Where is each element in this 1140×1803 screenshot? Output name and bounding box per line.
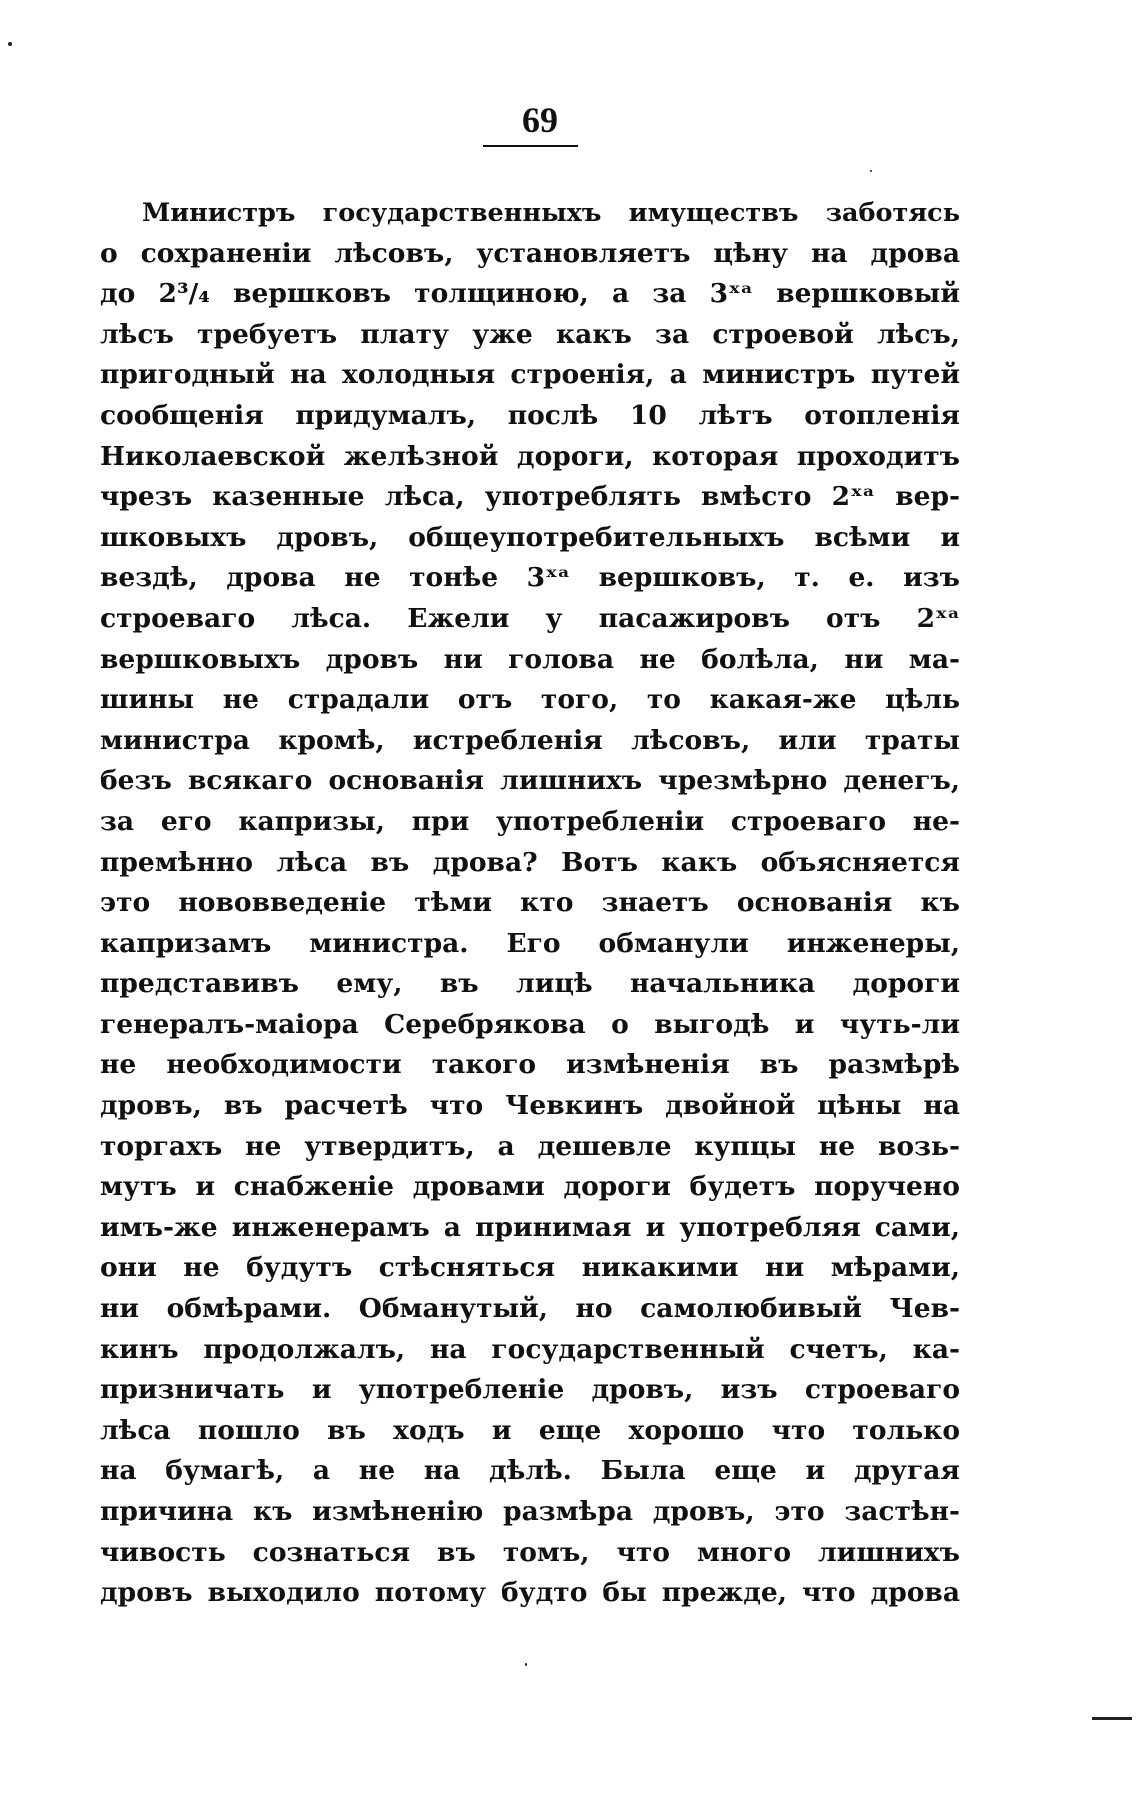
page-number-rule — [483, 145, 578, 147]
text-line: имъ-же инженерамъ а принимая и употребляя сами, — [100, 1211, 960, 1243]
body-text — [100, 193, 960, 1614]
margin-dash — [1092, 1717, 1132, 1720]
text-line: строеваго лѣса. Ежели у пасажировъ отъ 2ˣᵃ — [100, 602, 960, 634]
text-line: мутъ и снабженіе дровами дороги будетъ поручено — [100, 1171, 960, 1203]
text-line: шины не страдали отъ того, то какая-же цѣль — [100, 684, 960, 716]
margin-speck — [870, 170, 872, 172]
text-line: генералъ-маіора Серебрякова о выгодѣ и чуть-ли — [100, 1008, 960, 1040]
text-line: дровъ, въ расчетѣ что Чевкинъ двойной цѣны на — [100, 1090, 960, 1122]
text-line: чрезъ казенные лѣса, употреблять вмѣсто 2ˣᵃ вер- — [100, 481, 960, 513]
text-line: это нововведеніе тѣми кто знаетъ основанія къ — [100, 887, 960, 919]
text-line: безъ всякаго основанія лишнихъ чрезмѣрно денегъ, — [100, 765, 960, 797]
text-line: призничать и употребленіе дровъ, изъ строеваго — [100, 1374, 960, 1406]
text-line: пригодный на холодныя строенія, а министръ путей — [100, 359, 960, 391]
text-line: представивъ ему, въ лицѣ начальника дороги — [100, 968, 960, 1000]
text-line: до 2³/₄ вершковъ толщиною, а за 3ˣᵃ вершковый — [100, 278, 960, 310]
text-line: капризамъ министра. Его обманули инженеры, — [100, 927, 960, 959]
text-line: дровъ выходило потому будто бы прежде, что дрова — [100, 1577, 960, 1609]
text-line: они не будутъ стѣсняться никакими ни мѣрами, — [100, 1252, 960, 1284]
text-line: о сохраненіи лѣсовъ, установляетъ цѣну на дрова — [100, 237, 960, 269]
text-line: за его капризы, при употребленіи строеваго не- — [100, 805, 960, 837]
text-line: вершковыхъ дровъ ни голова не болѣла, ни ма- — [100, 643, 960, 675]
margin-speck — [525, 1663, 527, 1666]
text-line: премѣнно лѣса въ дрова? Вотъ какъ объясняется — [100, 846, 960, 878]
text-line: лѣса пошло въ ходъ и еще хорошо что только — [100, 1414, 960, 1446]
text-line: ни обмѣрами. Обманутый, но самолюбивый Чев- — [100, 1293, 960, 1325]
text-line: торгахъ не утвердитъ, а дешевле купцы не возь- — [100, 1130, 960, 1162]
text-line: министра кромѣ, истребленія лѣсовъ, или траты — [100, 724, 960, 756]
text-line: сообщенія придумалъ, послѣ 10 лѣтъ отопленія — [100, 399, 960, 431]
text-line: причина къ измѣненію размѣра дровъ, это застѣн- — [100, 1496, 960, 1527]
text-line: Министръ государственныхъ имуществъ заботясь — [142, 198, 960, 228]
text-line: Николаевской желѣзной дороги, которая проходитъ — [100, 440, 960, 472]
margin-speck — [8, 42, 12, 46]
text-line: лѣсъ требуетъ плату уже какъ за строевой лѣсъ, — [100, 318, 960, 350]
text-line: шковыхъ дровъ, общеупотребительныхъ всѣми и — [100, 521, 960, 553]
text-line: чивость сознаться въ томъ, что много лишнихъ — [100, 1536, 960, 1568]
text-line: на бумагѣ, а не на дѣлѣ. Была еще и другая — [100, 1455, 960, 1487]
text-line: кинъ продолжалъ, на государственный счетъ, ка- — [100, 1333, 960, 1365]
text-line: не необходимости такого измѣненія въ размѣрѣ — [100, 1049, 960, 1081]
text-line: вездѣ, дрова не тонѣе 3ˣᵃ вершковъ, т. е. изъ — [100, 562, 960, 594]
page-number: 69 — [522, 100, 558, 140]
